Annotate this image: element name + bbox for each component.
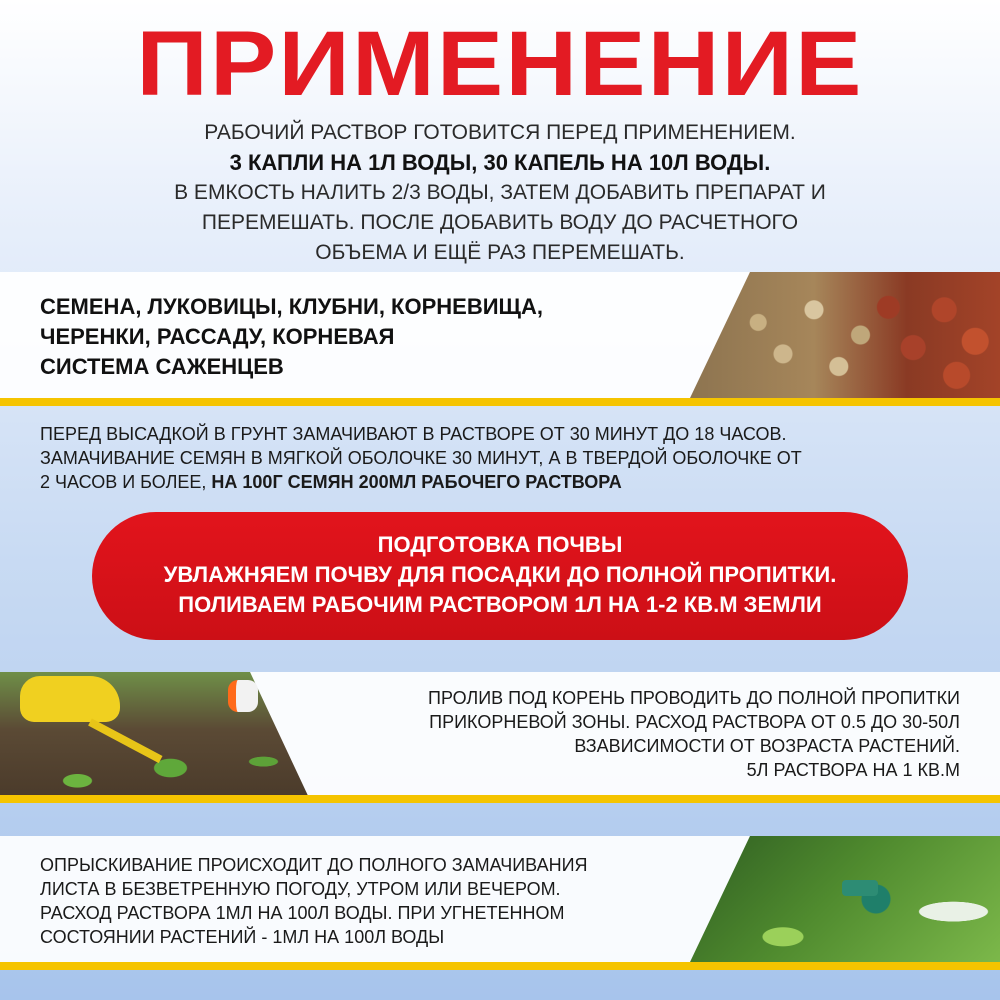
- soaking-line: ПЕРЕД ВЫСАДКОЙ В ГРУНТ ЗАМАЧИВАЮТ В РАСТВОРЕ ОТ 30 МИНУТ ДО 18 ЧАСОВ.: [40, 424, 787, 444]
- divider-yellow: [0, 398, 1000, 406]
- spraying-line: РАСХОД РАСТВОРА 1МЛ НА 100Л ВОДЫ. ПРИ УГНЕТЕННОМ: [40, 903, 565, 923]
- watering-line: 5Л РАСТВОРА НА 1 КВ.М: [746, 760, 960, 780]
- seeds-line: ЧЕРЕНКИ, РАССАДУ, КОРНЕВАЯ: [40, 324, 395, 349]
- intro-text: [60, 118, 940, 268]
- soaking-line: [40, 470, 970, 494]
- soil-line: УВЛАЖНЯЕМ ПОЧВУ ДЛЯ ПОСАДКИ ДО ПОЛНОЙ ПРОПИТКИ.: [163, 562, 837, 587]
- seeds-line: СЕМЕНА, ЛУКОВИЦЫ, КЛУБНИ, КОРНЕВИЩА,: [40, 294, 543, 319]
- soaking-text: [40, 422, 970, 494]
- intro-line: В ЕМКОСТЬ НАЛИТЬ 2/3 ВОДЫ, ЗАТЕМ ДОБАВИТЬ ПРЕПАРАТ И: [174, 181, 826, 204]
- soaking-bold: НА 100Г СЕМЯН 200МЛ РАБОЧЕГО РАСТВОРА: [211, 472, 622, 492]
- soil-line: ПОЛИВАЕМ РАБОЧИМ РАСТВОРОМ 1Л НА 1-2 КВ.М ЗЕМЛИ: [178, 592, 822, 617]
- spraying-text: [40, 853, 680, 949]
- soil-preparation-banner: [92, 512, 908, 640]
- soaking-line: ЗАМАЧИВАНИЕ СЕМЯН В МЯГКОЙ ОБОЛОЧКЕ 30 МИНУТ, А В ТВЕРДОЙ ОБОЛОЧКЕ ОТ: [40, 448, 802, 468]
- watering-can-icon: [20, 676, 120, 722]
- divider-yellow: [0, 962, 1000, 970]
- watering-line: ВЗАВИСИМОСТИ ОТ ВОЗРАСТА РАСТЕНИЙ.: [574, 736, 960, 756]
- watering-line: ПРОЛИВ ПОД КОРЕНЬ ПРОВОДИТЬ ДО ПОЛНОЙ ПРОПИТКИ: [428, 688, 960, 708]
- watering-line: ПРИКОРНЕВОЙ ЗОНЫ. РАСХОД РАСТВОРА ОТ 0.5 ДО 30-50Л: [429, 712, 960, 732]
- intro-line: ОБЪЕМА И ЕЩЁ РАЗ ПЕРЕМЕШАТЬ.: [315, 241, 685, 264]
- soaking-plain: 2 ЧАСОВ И БОЛЕЕ,: [40, 472, 212, 492]
- watering-text: [330, 686, 960, 782]
- intro-line: РАБОЧИЙ РАСТВОР ГОТОВИТСЯ ПЕРЕД ПРИМЕНЕНИЕМ.: [204, 121, 796, 144]
- seeds-line: СИСТЕМА САЖЕНЦЕВ: [40, 354, 284, 379]
- spraying-line: СОСТОЯНИИ РАСТЕНИЙ - 1МЛ НА 100Л ВОДЫ: [40, 927, 445, 947]
- divider-yellow: [0, 795, 1000, 803]
- seeds-section-text: [40, 292, 680, 382]
- soil-heading: ПОДГОТОВКА ПОЧВЫ: [377, 532, 623, 557]
- spraying-line: ОПРЫСКИВАНИЕ ПРОИСХОДИТ ДО ПОЛНОГО ЗАМАЧИВАНИЯ: [40, 855, 588, 875]
- garden-glove-icon: [228, 680, 258, 712]
- page-title: ПРИМЕНЕНИЕ: [136, 13, 864, 115]
- intro-line: ПЕРЕМЕШАТЬ. ПОСЛЕ ДОБАВИТЬ ВОДУ ДО РАСЧЕТНОГО: [201, 211, 799, 234]
- sprayer-nozzle-icon: [842, 880, 878, 896]
- spraying-line: ЛИСТА В БЕЗВЕТРЕННУЮ ПОГОДУ, УТРОМ ИЛИ ВЕЧЕРОМ.: [40, 879, 561, 899]
- intro-dosage: 3 КАПЛИ НА 1Л ВОДЫ, 30 КАПЕЛЬ НА 10Л ВОДЫ.: [229, 150, 771, 175]
